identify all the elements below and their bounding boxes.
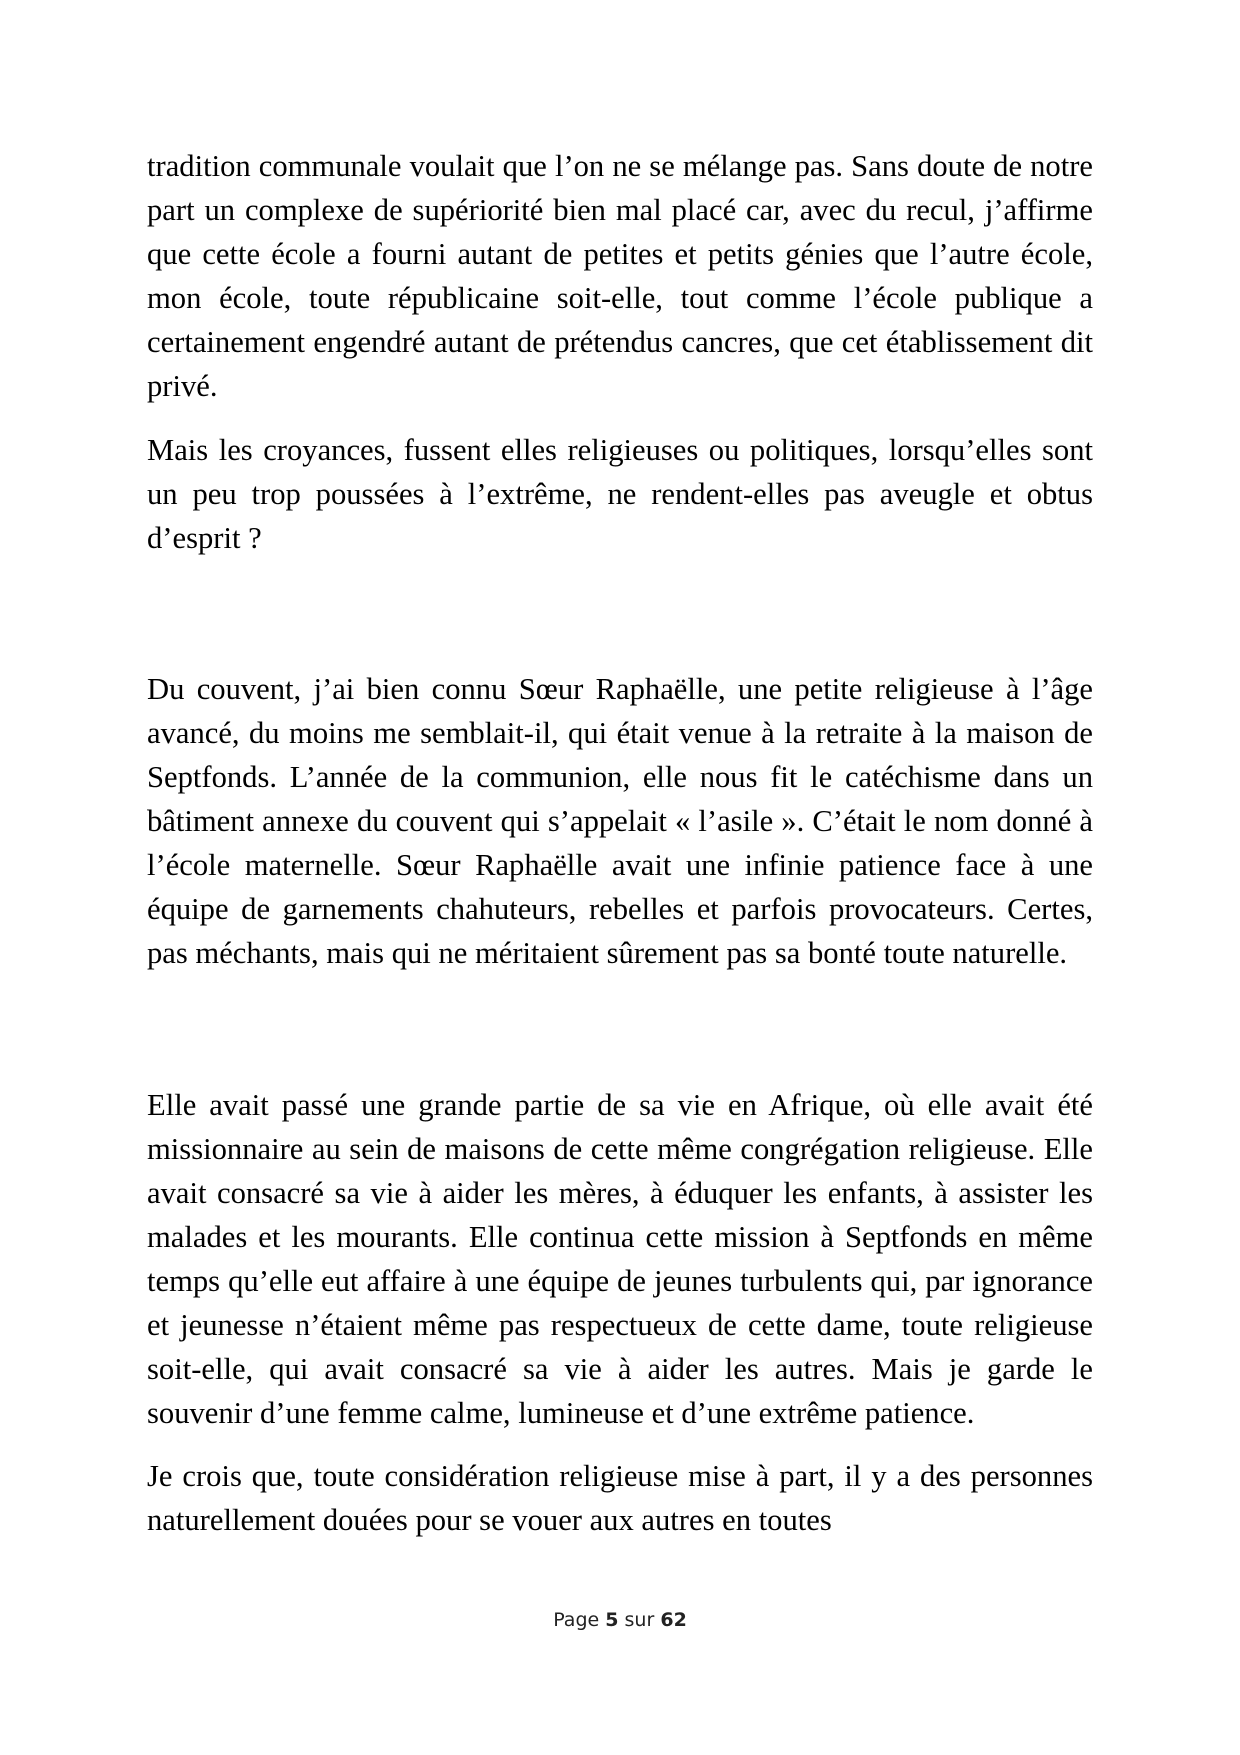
- paragraph-5: Je crois que, toute considération religieuse mise à part, il y a des personnes naturellement douées pour se vouer aux autres en toutes: [147, 1459, 1093, 1538]
- paragraph-1: tradition communale voulait que l’on ne se mélange pas. Sans doute de notre part un complexe de supériorité bien mal placé car, avec du recul, j’affirme que cette école a fourni autant de petites et petits génies que l’autre école, mon école, toute républicaine soit-elle, tout comme l’école publique a certainement engendré autant de prétendus cancres, que cet établissement dit privé.: [147, 149, 1093, 404]
- page-footer: [0, 1609, 1240, 1631]
- paragraph-4: Elle avait passé une grande partie de sa vie en Afrique, où elle avait été missionnaire au sein de maisons de cette même congrégation religieuse. Elle avait consacré sa vie à aider les mères, à éduquer les enfants, à assister les malades et les mourants. Elle continua cette mission à Septfonds en même temps qu’elle eut affaire à une équipe de jeunes turbulents qui, par ignorance et jeunesse n’étaient même pas respectueux de cette dame, toute religieuse soit-elle, qui avait consacré sa vie à aider les autres. Mais je garde le souvenir d’une femme calme, lumineuse et d’une extrême patience.: [147, 1087, 1093, 1431]
- page-separator: sur: [624, 1609, 655, 1631]
- total-pages-number: 62: [660, 1609, 687, 1631]
- page-label: Page: [553, 1609, 600, 1631]
- paragraph-3: Du couvent, j’ai bien connu Sœur Raphaëlle, une petite religieuse à l’âge avancé, du moins me semblait-il, qui était venue à la retraite à la maison de Septfonds. L’année de la communion, elle nous fit le catéchisme dans un bâtiment annexe du couvent qui s’appelait « l’asile ». C’était le nom donné à l’école maternelle. Sœur Raphaëlle avait une infinie patience face à une équipe de garnements chahuteurs, rebelles et parfois provocateurs. Certes, pas méchants, mais qui ne méritaient sûrement pas sa bonté toute naturelle.: [147, 671, 1093, 971]
- page-body: [147, 144, 1093, 1542]
- current-page-number: 5: [605, 1609, 619, 1631]
- paragraph-2: Mais les croyances, fussent elles religieuses ou politiques, lorsqu’elles sont un peu trop poussées à l’extrême, ne rendent-elles pas aveugle et obtus d’esprit ?: [147, 432, 1093, 555]
